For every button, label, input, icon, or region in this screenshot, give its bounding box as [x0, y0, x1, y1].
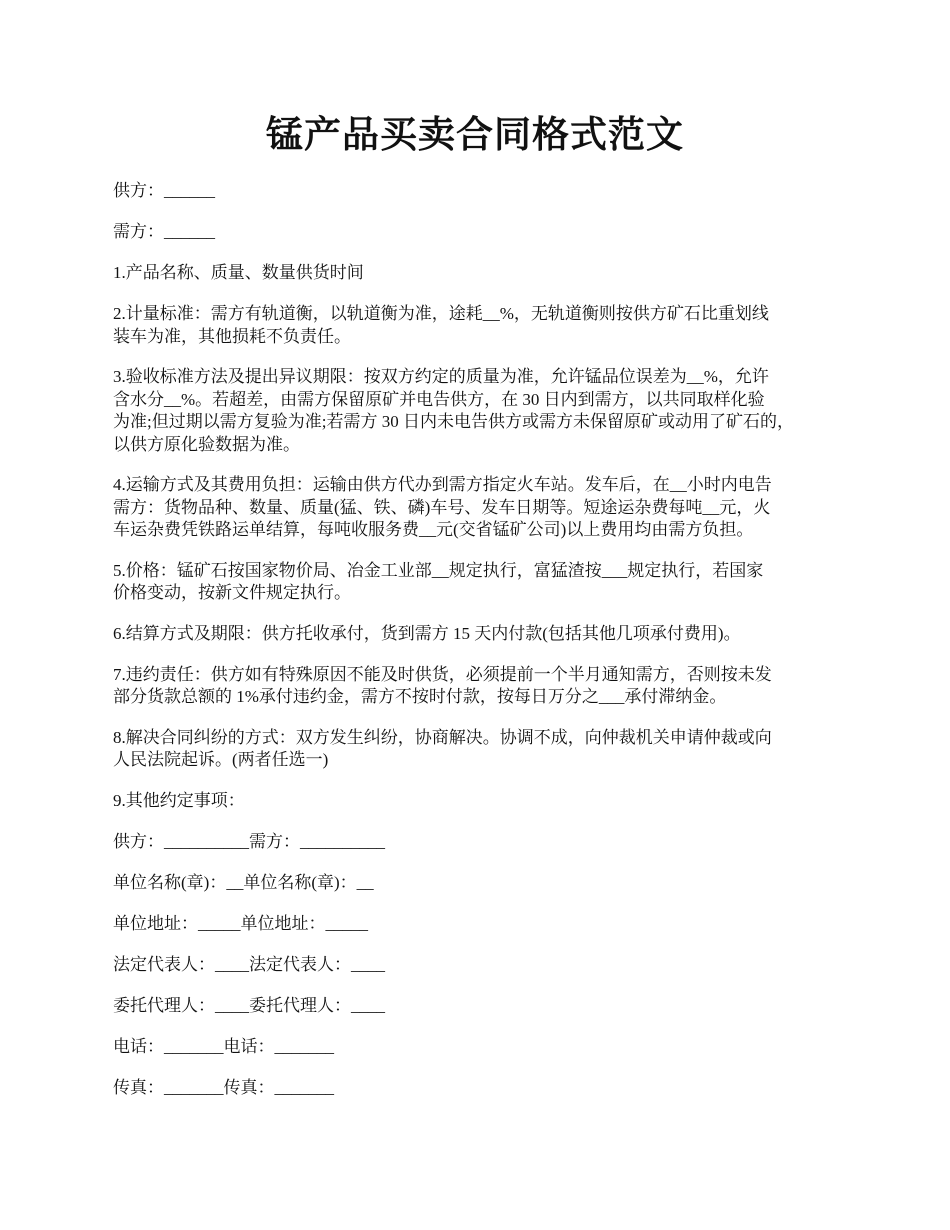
- paragraph-line: 6.结算方式及期限：供方托收承付，货到需方 15 天内付款(包括其他几项承付费用)。: [113, 623, 741, 643]
- paragraph-line: 传真：_______传真：_______: [113, 1077, 334, 1097]
- contract-paragraph: [113, 831, 853, 854]
- paragraph-line: 9.其他约定事项：: [113, 790, 245, 810]
- paragraph-line: 装车为准，其他损耗不负责任。: [113, 326, 351, 346]
- contract-paragraph: [113, 180, 853, 203]
- paragraph-line: 4.运输方式及其费用负担：运输由供方代办到需方指定火车站。发车后，在__小时内电告: [113, 475, 772, 494]
- document-body: [113, 180, 853, 1118]
- paragraph-line: 以供方原化验数据为准。: [113, 434, 300, 454]
- paragraph-line: 含水分__%。若超差，由需方保留原矿并电告供方，在 30 日内到需方，以共同取样化验: [113, 389, 765, 409]
- paragraph-line: 部分货款总额的 1%承付违约金，需方不按时付款，按每日万分之___承付滞纳金。: [113, 687, 727, 706]
- contract-paragraph: [113, 995, 853, 1018]
- paragraph-line: 单位名称(章)：__单位名称(章)：__: [113, 872, 374, 892]
- document-title: 锰产品买卖合同格式范文: [266, 115, 684, 156]
- paragraph-line: 7.违约责任：供方如有特殊原因不能及时供货，必须提前一个半月通知需方，否则按未发: [113, 664, 772, 684]
- paragraph-line: 供方：__________需方：__________: [113, 831, 385, 851]
- contract-paragraph: [113, 872, 853, 895]
- contract-paragraph: [113, 474, 853, 542]
- contract-paragraph: [113, 1036, 853, 1059]
- paragraph-line: 2.计量标准：需方有轨道衡，以轨道衡为准，途耗__%，无轨道衡则按供方矿石比重划线: [113, 304, 769, 323]
- paragraph-line: 3.验收标准方法及提出异议期限：按双方约定的质量为准，允许锰品位误差为__%，允许: [113, 367, 769, 386]
- contract-paragraph: [113, 913, 853, 936]
- contract-paragraph: [113, 623, 853, 646]
- paragraph-line: 1.产品名称、质量、数量供货时间: [113, 263, 364, 282]
- contract-paragraph: [113, 262, 853, 285]
- contract-paragraph: [113, 560, 853, 605]
- paragraph-line: 需方：______: [113, 222, 215, 241]
- paragraph-line: 8.解决合同纠纷的方式：双方发生纠纷，协商解决。协调不成，向仲裁机关申请仲裁或向: [113, 727, 772, 747]
- paragraph-line: 车运杂费凭铁路运单结算，每吨收服务费__元(交省锰矿公司)以上费用均由需方负担。: [113, 520, 754, 539]
- paragraph-line: 单位地址：_____单位地址：_____: [113, 913, 368, 933]
- paragraph-line: 为准;但过期以需方复验为准;若需方 30 日内未电告供方或需方未保留原矿或动用了矿石的，: [113, 412, 794, 431]
- contract-paragraph: [113, 303, 853, 348]
- paragraph-line: 5.价格：锰矿石按国家物价局、冶金工业部__规定执行，富猛渣按___规定执行，若国家: [113, 560, 764, 580]
- contract-paragraph: [113, 790, 853, 813]
- paragraph-line: 价格变动，按新文件规定执行。: [113, 583, 351, 602]
- contract-paragraph: [113, 664, 853, 709]
- paragraph-line: 需方：货物品种、数量、质量(猛、铁、磷)车号、发车日期等。短途运杂费每吨__元，火: [113, 497, 771, 517]
- contract-paragraph: [113, 1077, 853, 1100]
- paragraph-line: 供方：______: [113, 181, 215, 200]
- contract-paragraph: [113, 366, 853, 456]
- contract-paragraph: [113, 221, 853, 244]
- paragraph-line: 法定代表人：____法定代表人：____: [113, 954, 385, 974]
- paragraph-line: 电话：_______电话：_______: [113, 1036, 334, 1056]
- paragraph-line: 委托代理人：____委托代理人：____: [113, 995, 385, 1015]
- contract-paragraph: [113, 727, 853, 772]
- contract-paragraph: [113, 954, 853, 977]
- paragraph-line: 人民法院起诉。(两者任选一): [113, 750, 329, 769]
